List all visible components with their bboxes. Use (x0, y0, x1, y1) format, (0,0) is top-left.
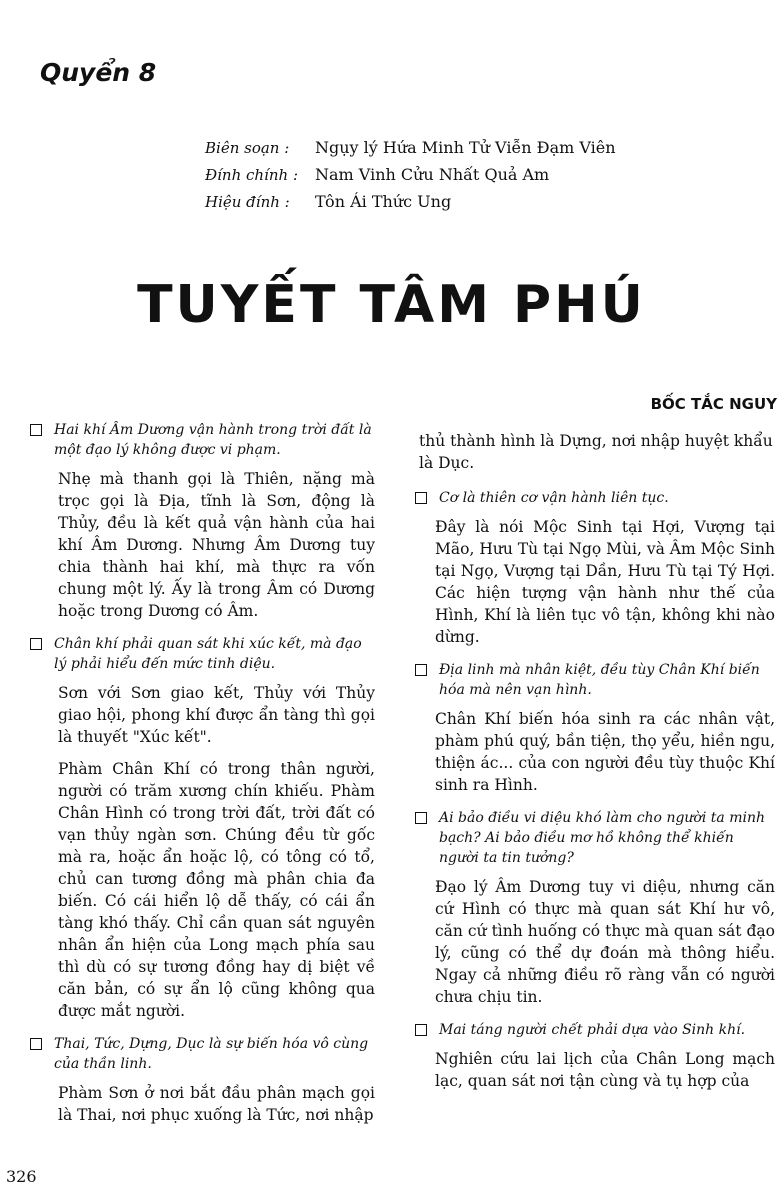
credit-row (205, 192, 616, 219)
paragraph: Đây là nói Mộc Sinh tại Hợi, Vượng tại Mão, Hưu Tù tại Ngọ Mùi, và Âm Mộc Sinh tại Ngọ, Vượng tại Dần, Hưu Tù tại Tý Hợi. Các hiện tượng vận hành như thế của Hình, Khí là liên tục vô tận, không khi nào dừng. (435, 518, 775, 646)
paragraph: Nghiên cứu lai lịch của Chân Long mạch lạc, quan sát nơi tận cùng và tụ hợp của (435, 1050, 775, 1090)
credit-label: Biên soạn : (205, 139, 290, 157)
credit-value: Nam Vinh Cửu Nhất Quả Am (315, 165, 550, 184)
section-heading (30, 1034, 375, 1074)
section (30, 634, 375, 1022)
section-heading (415, 488, 775, 508)
credit-value: Tôn Ái Thức Ung (315, 192, 452, 211)
checkbox-icon (30, 424, 42, 436)
section-heading-text: Thai, Tức, Dựng, Dục là sự biến hóa vô cùng của thần linh. (54, 1036, 369, 1072)
paragraph: Phàm Chân Khí có trong thân người, người có trăm xương chín khiếu. Phàm Chân Hình có trong trời đất, trời đất có vạn thủy ngàn sơn. Chúng đều từ gốc mà ra, hoặc ẩn hoặc lộ, có tông có tổ, chủ can tương đồng mà phân chia đa biến. Có cái hiển lộ dễ thấy, có cái ẩn tàng khó thấy. Chỉ cần quan sát nguyên nhân ẩn hiện của Long mạch phía sau thì dù có sự tương đồng hay dị biệt về căn bản, có sự ẩn lộ cũng không qua được mắt người. (58, 760, 375, 1020)
section-heading-text: Chân khí phải quan sát khi xúc kết, mà đạo lý phải hiểu đến mức tinh diệu. (54, 636, 362, 672)
checkbox-icon (415, 664, 427, 676)
credit-value: Ngụy lý Hứa Minh Tử Viễn Đạm Viên (315, 138, 616, 157)
paragraph-continuation: thủ thành hình là Dựng, nơi nhập huyệt khẩu là Dục. (419, 432, 773, 472)
section-heading-text: Cơ là thiên cơ vận hành liên tục. (439, 490, 669, 506)
section-heading-text: Địa linh mà nhân kiệt, đều tùy Chân Khí biến hóa mà nên vạn hình. (439, 662, 760, 698)
page-number: 326 (6, 1167, 37, 1186)
section (405, 1020, 775, 1092)
paragraph: Nhẹ mà thanh gọi là Thiên, nặng mà trọc gọi là Địa, tĩnh là Sơn, động là Thủy, đều là kết quả vận hành của hai khí Âm Dương. Nhưng Âm Dương tuy chia thành hai khí, mà thực ra vốn chung một lý. Ấy là trong Âm có Dương hoặc trong Dương có Âm. (58, 470, 375, 620)
author-name: BỐC TẮC NGUY (650, 395, 777, 413)
section (405, 660, 775, 796)
credit-row (205, 138, 616, 165)
section-heading-text: Hai khí Âm Dương vận hành trong trời đất là một đạo lý không được vi phạm. (54, 422, 372, 458)
section (30, 1034, 375, 1126)
section-heading (415, 1020, 775, 1040)
book-label: Quyển 8 (40, 58, 157, 87)
section-heading (30, 420, 375, 460)
section (405, 808, 775, 1008)
left-column (30, 420, 375, 1138)
paragraph: Sơn với Sơn giao kết, Thủy với Thủy giao hội, phong khí được ẩn tàng thì gọi là thuyết "Xúc kết". (58, 684, 375, 746)
section-heading (415, 660, 775, 700)
section-heading-text: Mai táng người chết phải dựa vào Sinh khí. (439, 1022, 746, 1038)
right-column (405, 430, 775, 1104)
section-heading (415, 808, 775, 868)
paragraph: Đạo lý Âm Dương tuy vi diệu, nhưng căn cứ Hình có thực mà quan sát Khí hư vô, căn cứ tình huống có thực mà quan sát đạo lý, cũng có thể dự đoán mà thông hiểu. Ngay cả những điều rõ ràng vẫn có người chưa chịu tin. (435, 878, 775, 1006)
credit-row (205, 165, 616, 192)
section (30, 420, 375, 622)
credits-block (205, 138, 616, 219)
credit-label: Hiệu đính : (205, 193, 290, 211)
checkbox-icon (415, 812, 427, 824)
section-heading (30, 634, 375, 674)
page-title: TUYẾT TÂM PHÚ (137, 275, 646, 335)
paragraph: Chân Khí biến hóa sinh ra các nhân vật, phàm phú quý, bần tiện, thọ yểu, hiền ngu, thiện ác... của con người đều tùy thuộc Khí sinh ra Hình. (435, 710, 775, 794)
credit-label: Đính chính : (205, 166, 298, 184)
checkbox-icon (30, 638, 42, 650)
section-heading-text: Ai bảo điều vi diệu khó làm cho người ta minh bạch? Ai bảo điều mơ hồ không thể khiến người ta tin tưởng? (439, 810, 765, 866)
checkbox-icon (415, 1024, 427, 1036)
checkbox-icon (415, 492, 427, 504)
paragraph: Phàm Sơn ở nơi bắt đầu phân mạch gọi là Thai, nơi phục xuống là Tức, nơi nhập (58, 1084, 375, 1124)
section (405, 488, 775, 648)
checkbox-icon (30, 1038, 42, 1050)
